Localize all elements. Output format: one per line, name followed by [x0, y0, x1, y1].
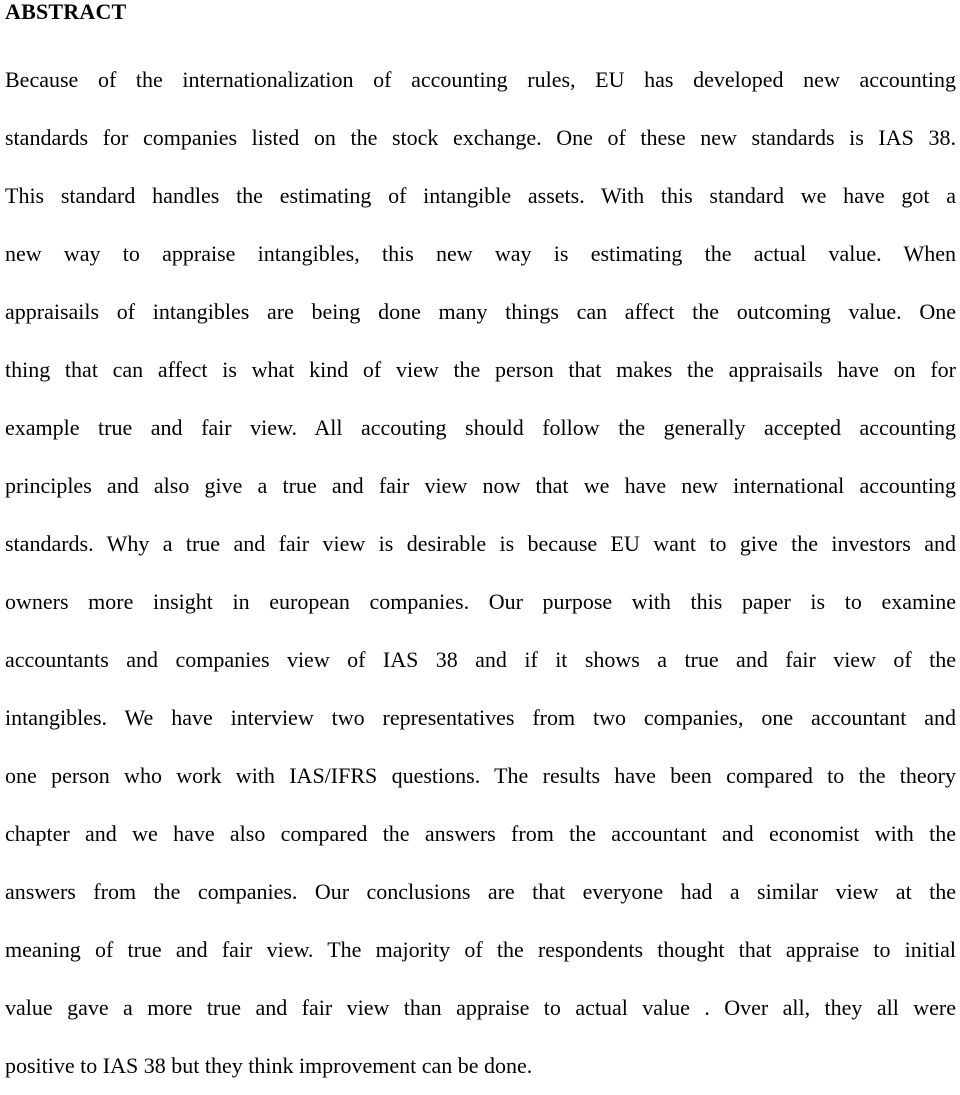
- abstract-line: one person who work with IAS/IFRS questions. The results have been compared to the theory: [5, 763, 956, 788]
- abstract-line: accountants and companies view of IAS 38 and if it shows a true and fair view of the: [5, 647, 956, 672]
- abstract-line: positive to IAS 38 but they think improvement can be done.: [5, 1053, 533, 1078]
- abstract-line: standards for companies listed on the stock exchange. One of these new standards is IAS 38.: [5, 125, 956, 150]
- abstract-line: This standard handles the estimating of intangible assets. With this standard we have got a: [5, 183, 956, 208]
- abstract-line: principles and also give a true and fair view now that we have new international accounting: [5, 473, 956, 498]
- abstract-line: Because of the internationalization of accounting rules, EU has developed new accounting: [5, 67, 956, 92]
- abstract-line: appraisails of intangibles are being done many things can affect the outcoming value. One: [5, 299, 956, 324]
- abstract-line: meaning of true and fair view. The majority of the respondents thought that appraise to initial: [5, 937, 956, 962]
- abstract-line: chapter and we have also compared the answers from the accountant and economist with the: [5, 821, 956, 846]
- abstract-heading: ABSTRACT: [5, 0, 127, 24]
- abstract-line: value gave a more true and fair view than appraise to actual value . Over all, they all were: [5, 995, 956, 1020]
- abstract-line: standards. Why a true and fair view is desirable is because EU want to give the investors and: [5, 531, 956, 556]
- abstract-line: owners more insight in european companies. Our purpose with this paper is to examine: [5, 589, 956, 614]
- abstract-line: new way to appraise intangibles, this new way is estimating the actual value. When: [5, 241, 956, 266]
- abstract-line: thing that can affect is what kind of view the person that makes the appraisails have on for: [5, 357, 956, 382]
- abstract-line: example true and fair view. All accouting should follow the generally accepted accounting: [5, 415, 956, 440]
- abstract-line: answers from the companies. Our conclusions are that everyone had a similar view at the: [5, 879, 956, 904]
- abstract-body: [5, 51, 956, 1095]
- abstract-line: intangibles. We have interview two representatives from two companies, one accountant and: [5, 705, 956, 730]
